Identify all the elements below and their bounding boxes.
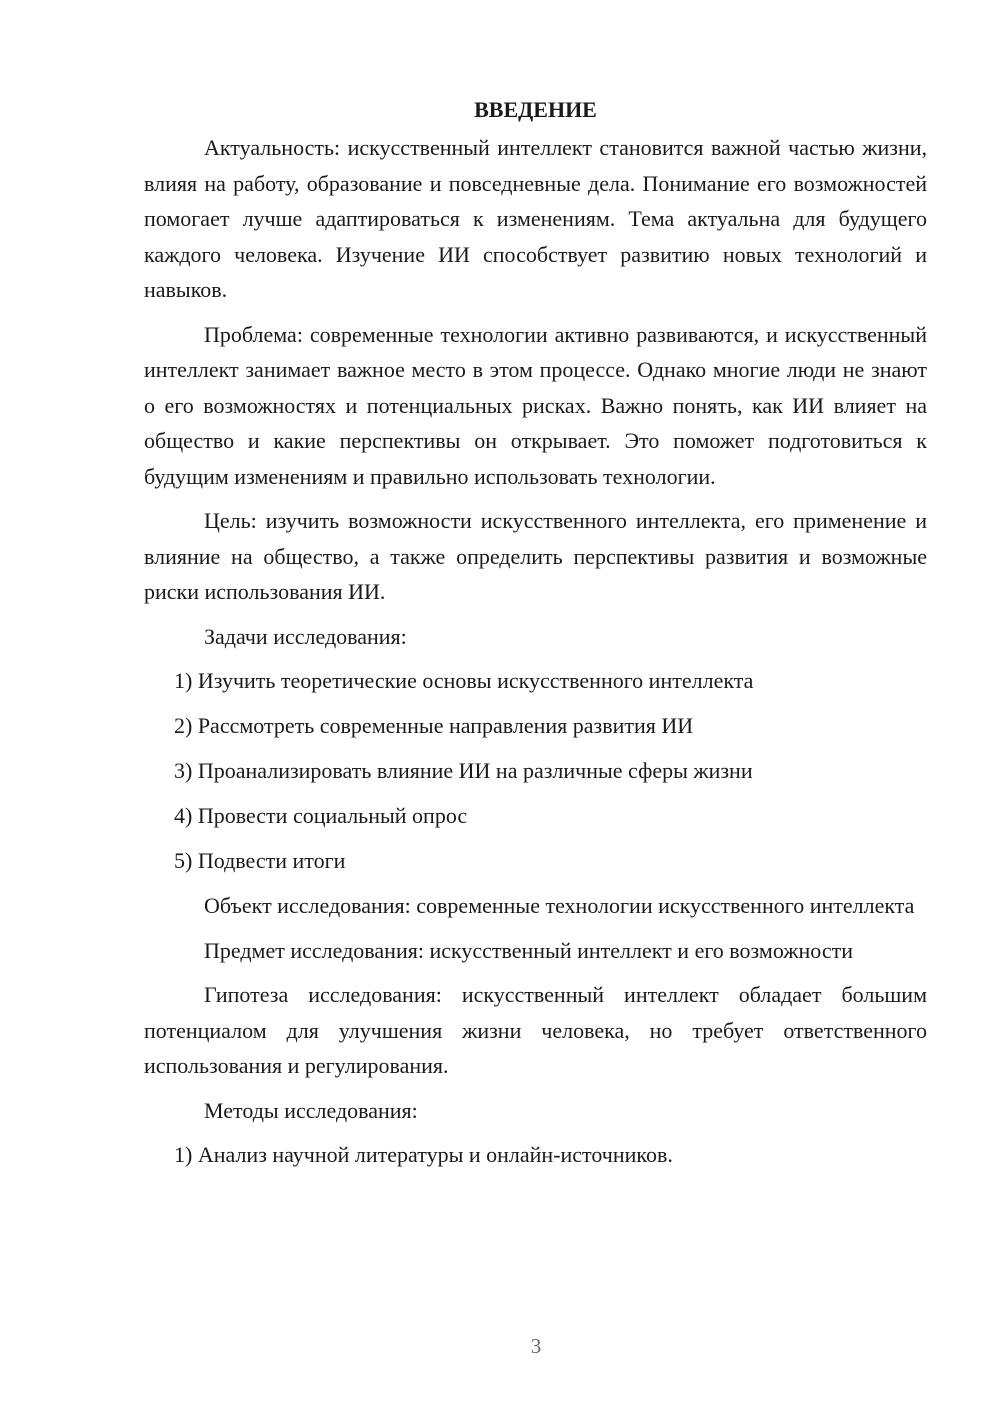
task-item-1: 1) Изучить теоретические основы искусственного интеллекта [174,668,754,693]
section-title: ВВЕДЕНИЕ [474,97,597,122]
problem-paragraph: Проблема: современные технологии активно развиваются, и искусственный интеллект занимает важное место в этом процессе. Однако многие люди не знают о его возможностях и потенциальных рисках. Важно понять, как ИИ влияет на общество и какие перспективы он открывает. Это поможет подготовиться к будущим изменениям и правильно использовать технологии. [144,321,927,489]
task-item-2: 2) Рассмотреть современные направления развития ИИ [174,713,694,738]
task-item-5: 5) Подвести итоги [174,848,346,873]
method-item-1: 1) Анализ научной литературы и онлайн-источников. [174,1142,673,1167]
task-item-4: 4) Провести социальный опрос [174,803,468,828]
tasks-list [144,663,927,879]
goal-paragraph: Цель: изучить возможности искусственного интеллекта, его применение и влияние на общество, а также определить перспективы развития и возможные риски использования ИИ. [144,508,927,604]
subject-paragraph: Предмет исследования: искусственный интеллект и его возможности [204,937,853,963]
task-item-3: 3) Проанализировать влияние ИИ на различные сферы жизни [174,758,753,783]
object-paragraph: Объект исследования: современные технологии искусственного интеллекта [204,893,915,918]
tasks-heading: Задачи исследования: [204,623,407,649]
page-content [144,92,927,1182]
hypothesis-paragraph: Гипотеза исследования: искусственный интеллект обладает большим потенциалом для улучшения жизни человека, но требует ответственного использования и регулирования. [144,982,927,1078]
methods-list [144,1137,927,1173]
methods-heading: Методы исследования: [204,1097,418,1123]
relevance-paragraph: Актуальность: искусственный интеллект становится важной частью жизни, влияя на работу, образование и повседневные дела. Понимание его возможностей помогает лучше адаптироваться к изменениям. Тема актуальна для будущего каждого человека. Изучение ИИ способствует развитию новых технологий и навыков. [144,135,927,302]
page-number: 3 [530,1334,542,1358]
